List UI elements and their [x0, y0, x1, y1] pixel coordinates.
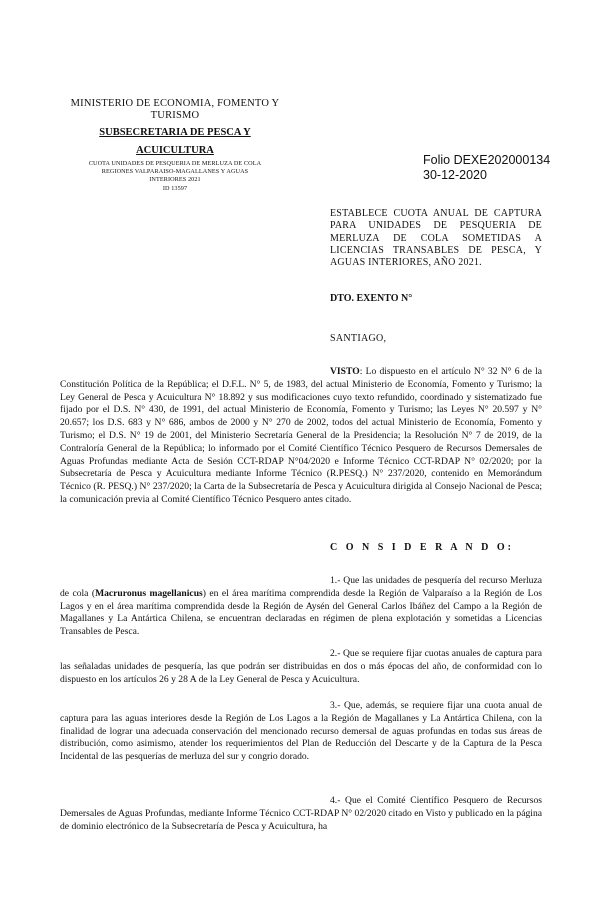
visto-lead: VISTO [330, 366, 360, 377]
considerando-item-4: 4.- Que el Comité Científico Pesquero de Recursos Demersales de Aguas Profundas, mediante Informe Técnico CCT-RDAP N° 02/2020 citado en Visto y publicado en la página de dominio electrónico de la Subsecretaría de Pesca y Acuicultura, ha [60, 795, 542, 832]
subsecretaria-line1: SUBSECRETARIA DE PESCA Y [99, 127, 251, 138]
reference-line1: CUOTA UNIDADES DE PESQUERIA DE MERLUZA DE COLA [88, 160, 262, 167]
considerando-item-3: 3.- Que, además, se requiere fijar una cuota anual de captura para las aguas interiores desde la Región de Los Lagos a la Región de Magallanes y La Antártica Chilena, con la finalidad de lograr una adecuada conservación del mencionado recurso demersal de aguas profundas en todas sus áreas de distribución, como asimismo, atender los requerimientos del Plan de Reducción del Descarte y de la Captura de la Pesca Incidental de las pesquerías de merluza del sur y congrio dorado. [60, 700, 542, 763]
city-label: SANTIAGO, [330, 333, 387, 344]
ministry-name-line1: MINISTERIO DE ECONOMIA, FOMENTO Y [70, 98, 280, 109]
folio-date: 30-12-2020 [423, 168, 487, 182]
decree-title: ESTABLECE CUOTA ANUAL DE CAPTURA PARA UNIDADES DE PESQUERIA DE MERLUZA DE COLA SOMETIDAS A LICENCIAS TRANSABLES DE PESCA, Y AGUAS INTERIORES, AÑO 2021. [330, 208, 542, 269]
decree-number-label: DTO. EXENTO N° [330, 293, 413, 304]
reference-line3: INTERIORES 2021 [149, 176, 201, 184]
reference-line2: REGIONES VALPARAISO-MAGALLANES Y AGUAS [101, 168, 249, 176]
reference-id: ID 13597 [162, 184, 188, 192]
considerando-item-2: 2.- Que se requiere fijar cuotas anuales de captura para las señaladas unidades de pesquería, las que podrán ser distribuidas en dos o más épocas del año, de conformidad con lo dispuesto en los artículos 26 y 28 A de la Ley General de Pesca y Acuicultura. [60, 648, 542, 685]
subsecretaria-line2: ACUICULTURA [136, 145, 214, 156]
species-name: Macruronus magellanicus [95, 587, 203, 599]
ministry-name-line2: TURISMO [150, 110, 200, 121]
visto-text: : Lo dispuesto en el artículo N° 32 N° 6 de la Constitución Política de la República; el D.F.L. N° 5, de 1983, del actual Ministerio de Economía, Fomento y Turismo; la Ley General de Pesca y Acuicultura N° 18.892 y sus modificaciones cuyo texto refundido, coordinado y sistematizado fue fijado por el D.S. N° 430, de 1991, del actual Ministerio de Economía, Fomento y Turismo; las Leyes N° 20.597 y N° 20.657; los D.S. 683 y N° 686, ambos de 2000 y N° 270 de 2002, todos del actual Ministerio de Economía, Fomento y Turismo; el D.S. N° 19 de 2001, del Ministerio Secretaría General de la Presidencia; la Resolución N° 7 de 2019, de la Contraloría General de la República; lo informado por el Comité Científico Técnico Pesquero de Recursos Demersales de Aguas Profundas mediante Acta de Sesión CCT-RDAP N°04/2020 e Informe Técnico CCT-RDAP N° 02/2020; por la Subsecretaría de Pesca y Acuicultura mediante Informe Técnico (R.PESQ.) N° 237/2020, contenido en Memorándum Técnico (R. PESQ.) N° 237/2020; la Carta de la Subsecretaría de Pesca y Acuicultura dirigida al Consejo Nacional de Pesca; la comunicación previa al Comité Científico Técnico Pesquero antes citado. [60, 366, 542, 505]
visto-paragraph [60, 366, 542, 507]
considerando-heading: C O N S I D E R A N D O: [330, 542, 514, 553]
letterhead [60, 98, 290, 193]
item1-post: ) en el área marítima comprendida desde la Región de Valparaíso a la Región de Los Lagos y en el área marítima comprendida desde la Región de Aysén del General Carlos Ibáñez del Campo a la Región de Magallanes y La Antártica Chilena, se encuentran declaradas en régimen de plena explotación y sometidas a Licencias Transables de Pesca. [60, 587, 542, 638]
folio-block [423, 153, 550, 183]
considerando-item-1 [60, 575, 542, 639]
item1-pre: 1.- Que las unidades de pesquería del recurso Merluza de cola ( [60, 575, 542, 599]
folio-number: Folio DEXE202000134 [423, 153, 551, 167]
